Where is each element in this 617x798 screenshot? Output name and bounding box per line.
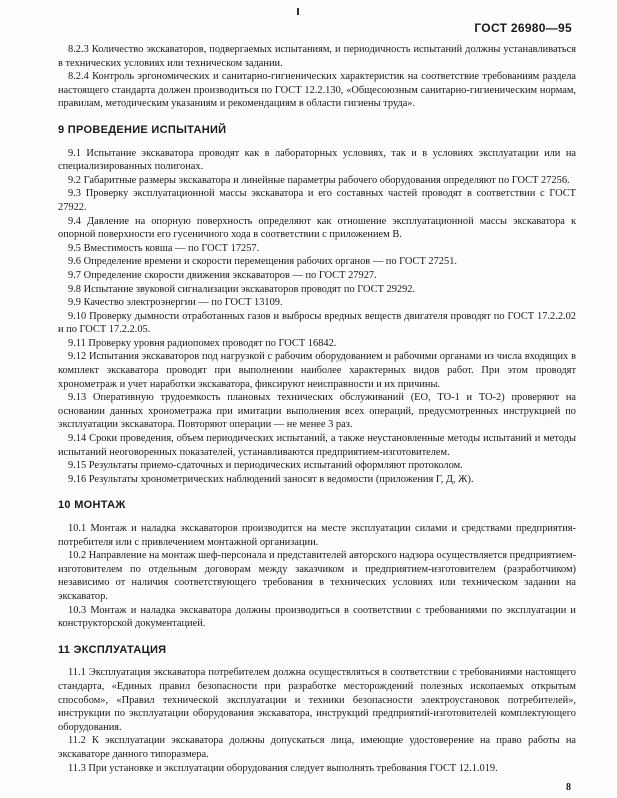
paragraph: 9.12 Испытания экскаваторов под нагрузкой с рабочим оборудованием и рабочими органами из числа входящих в комплект экскаватора проводят при выполнении наиболее характерных видов работ. При этом проводят хронометраж и учет наработки экскаватора, фиксируют неисправности и их причины.	[58, 351, 576, 390]
paragraph: 10.3 Монтаж и наладка экскаватора должны производиться в соответствии с требованиями по эксплуатации и конструкторской документацией.	[58, 604, 576, 630]
paragraph: 8.2.3 Количество экскаваторов, подвергаемых испытаниям, и периодичность испытаний должны устанавливаться в технических условиях или техническом задании.	[58, 44, 576, 69]
document-body	[58, 43, 576, 775]
paragraph: 9.15 Результаты приемо-сдаточных и периодических испытаний оформляют протоколом.	[68, 460, 463, 472]
paragraph: 9.2 Габаритные размеры экскаватора и линейные параметры рабочего оборудования определяют по ГОСТ 27256.	[68, 174, 570, 186]
paragraph: 11.3 При установке и эксплуатации оборудования следует выполнять требования ГОСТ 12.1.019.	[68, 762, 498, 774]
section-heading: 11 ЭКСПЛУАТАЦИЯ	[58, 643, 167, 656]
paragraph: 9.11 Проверку уровня радиопомех проводят по ГОСТ 16842.	[68, 337, 337, 349]
paragraph: 8.2.4 Контроль эргономических и санитарно-гигиенических характеристик на соответствие требованиям раздела настоящего стандарта должен производиться по ГОСТ 12.2.130, «Общесоюзным санитарно-гигиеническим нормам, правилам, методическим указаниям и рекомендациям в области гигиены труда».	[58, 71, 576, 110]
page-number: 8	[566, 782, 571, 793]
section-heading: 9 ПРОВЕДЕНИЕ ИСПЫТАНИЙ	[58, 123, 227, 136]
paragraph: 9.7 Определение скорости движения экскаваторов — по ГОСТ 27927.	[68, 269, 377, 281]
paragraph: 9.5 Вместимость ковша — по ГОСТ 17257.	[68, 242, 260, 254]
paragraph: 11.2 К эксплуатации экскаватора должны допускаться лица, имеющие удостоверение на право работы на экскаваторе данного типоразмера.	[58, 735, 576, 760]
paragraph: 9.4 Давление на опорную поверхность определяют как отношение эксплуатационной массы экскаватора к опорной поверхности его гусеничного хода в соответствии с приложением В.	[58, 215, 576, 241]
paragraph: 10.1 Монтаж и наладка экскаваторов производится на месте эксплуатации силами и средствами предприятия-потребителя или с привлечением монтажной организации.	[58, 523, 576, 548]
paragraph: 9.1 Испытание экскаватора проводят как в лабораторных условиях, так и в условиях эксплуатации или на специализированных полигонах.	[58, 147, 576, 173]
paragraph: 9.8 Испытание звуковой сигнализации экскаваторов проводят по ГОСТ 29292.	[68, 283, 416, 295]
paragraph: 9.6 Определение времени и скорости перемещения рабочих органов — по ГОСТ 27251.	[68, 256, 457, 268]
paragraph: 9.14 Сроки проведения, объем периодических испытаний, а также неустановленные методы испытаний и методы испытаний неоговоренных показателей, устанавливаются предприятием-изготовителем.	[58, 433, 576, 458]
paragraph: 9.9 Качество электроэнергии — по ГОСТ 13109.	[68, 297, 283, 309]
paragraph: 10.2 Направление на монтаж шеф-персонала и представителей авторского надзора осуществляется предприятием-изготовителем по отдельным договорам между заказчиком и предприятием-изготовителем (разработчиком) независимо от наличия соответствующего требования в технических условиях или техническом задании на экскаватор.	[58, 550, 577, 602]
scan-mark	[297, 8, 299, 15]
section-heading: 10 МОНТАЖ	[58, 499, 126, 512]
doc-header: ГОСТ 26980—95	[474, 21, 572, 35]
paragraph: 9.10 Проверку дымности отработанных газов и выбросы вредных веществ двигателя проводят по ГОСТ 17.2.2.02 и по ГОСТ 17.2.2.05.	[58, 310, 576, 336]
paragraph: 9.16 Результаты хронометрических наблюдений заносят в ведомости (приложения Г, Д, Ж).	[68, 473, 474, 485]
paragraph: 9.13 Оперативную трудоемкость плановых технических обслуживаний (ЕО, ТО-1 и ТО-2) проверяют на основании данных хронометража при имитации выполнения всех операций, предусмотренных инструкцией по эксплуатации экскаватора. Повторяют операции — не менее 3 раз.	[58, 392, 576, 431]
paragraph: 11.1 Эксплуатация экскаватора потребителем должна осуществляться в соответствии с требованиями настоящего стандарта, «Единых правил безопасности при разработке месторождений полезных ископаемых открытым способом», «Правил технической эксплуатации и техники безопасности электроустановок потребителей», инструкции по эксплуатации оборудования экскаватора, инструкций предприятий-изготовителей комплектующего оборудования.	[58, 667, 576, 733]
paragraph: 9.3 Проверку эксплуатационной массы экскаватора и его составных частей проводят в соответствии с ГОСТ 27922.	[58, 188, 576, 213]
